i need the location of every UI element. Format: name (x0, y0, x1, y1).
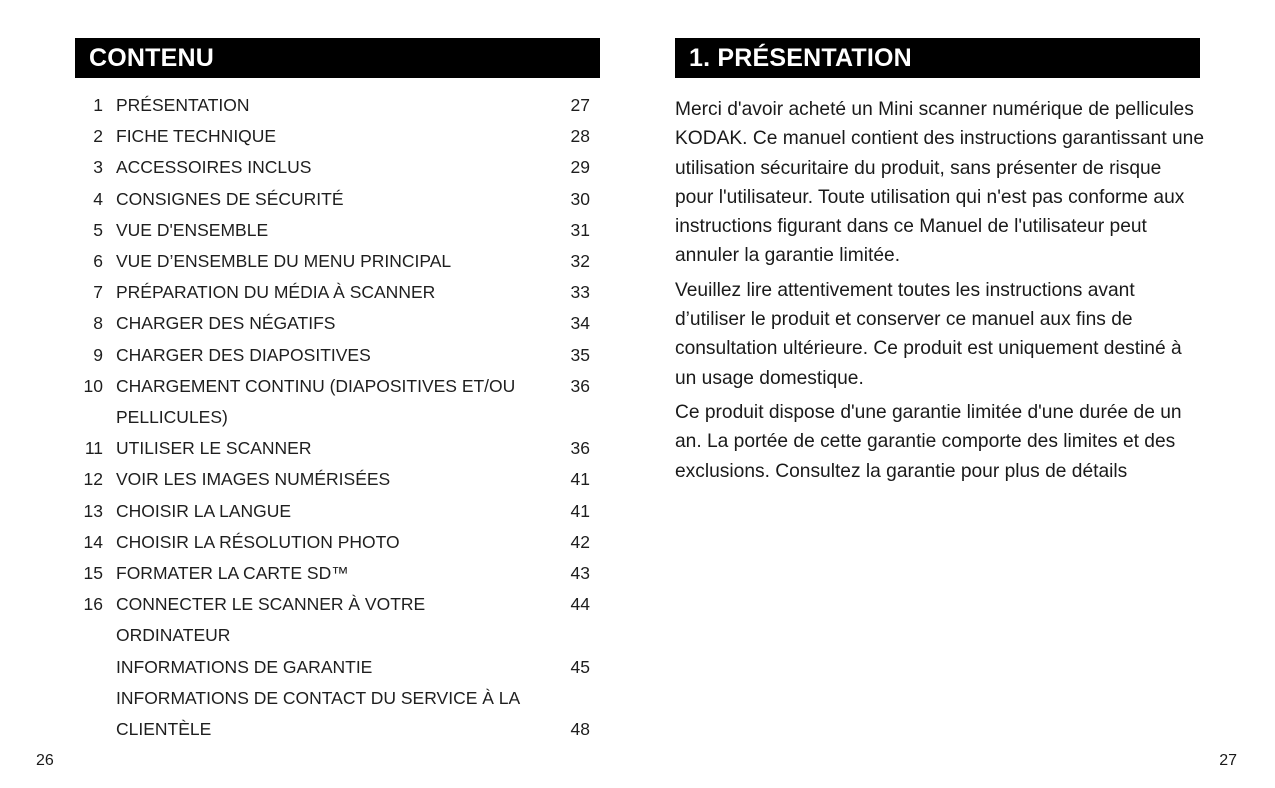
toc-entry-title: VUE D'ENSEMBLE (116, 219, 269, 240)
toc-entry[interactable] (75, 308, 600, 339)
toc-entry-page: 28 (570, 126, 590, 147)
right-page (637, 0, 1275, 788)
toc-entry-title: VOIR LES IMAGES NUMÉRISÉES (116, 469, 391, 490)
toc-entry-number: 7 (93, 282, 103, 303)
toc-entry-title: CONSIGNES DE SÉCURITÉ (116, 188, 344, 209)
toc-entry[interactable] (75, 152, 600, 183)
toc-entry[interactable] (75, 90, 600, 121)
toc-entry-page: 41 (570, 469, 590, 490)
page-number-right: 27 (1219, 752, 1237, 769)
toc-entry-title: VUE D’ENSEMBLE DU MENU PRINCIPAL (116, 251, 452, 272)
toc-entry-title: CHARGEMENT CONTINU (DIAPOSITIVES ET/OU PELLICULES) (116, 375, 516, 428)
toc-entry-number: 16 (83, 594, 103, 615)
toc-entry[interactable] (75, 371, 600, 433)
toc-entry-title: FORMATER LA CARTE SD™ (116, 563, 349, 584)
toc-entry-title: INFORMATIONS DE CONTACT DU SERVICE À LA CLIENTÈLE (116, 687, 520, 740)
body-paragraph: Merci d'avoir acheté un Mini scanner numérique de pellicules KODAK. Ce manuel contient des instructions garantissant une utilisation sécuritaire du produit, sans présenter de risque pour l'utilisateur. Toute utilisation qui n'est pas conforme aux instructions figurant dans ce Manuel de l'utilisateur peut annuler la garantie limitée. (675, 99, 1205, 267)
toc-entry-title: CONNECTER LE SCANNER À VOTRE ORDINATEUR (116, 594, 426, 646)
toc-entry-number: 6 (93, 251, 103, 272)
toc-entry-title: INFORMATIONS DE GARANTIE (116, 656, 373, 677)
toc-entry-title: ACCESSOIRES INCLUS (116, 157, 312, 178)
table-of-contents (75, 90, 600, 745)
toc-entry-page: 43 (570, 563, 590, 584)
toc-entry-page: 35 (570, 344, 590, 365)
toc-entry[interactable] (75, 277, 600, 308)
toc-entry-page: 48 (570, 719, 590, 740)
toc-entry[interactable] (75, 527, 600, 558)
toc-entry[interactable] (75, 246, 600, 277)
toc-entry-page: 36 (570, 375, 590, 396)
contents-heading: CONTENU (75, 38, 600, 78)
toc-entry[interactable] (75, 558, 600, 589)
body-paragraph: Veuillez lire attentivement toutes les instructions avant d’utiliser le produit et conserver ce manuel aux fins de consultation ultérieure. Ce produit est uniquement destiné à un usage domestique. (675, 279, 1182, 389)
toc-entry[interactable] (75, 184, 600, 215)
toc-entry-number: 15 (83, 563, 103, 584)
toc-entry-title: PRÉSENTATION (116, 95, 250, 115)
toc-entry-page: 42 (570, 531, 590, 552)
toc-entry-number: 8 (93, 313, 103, 334)
toc-entry-page: 34 (570, 313, 590, 334)
toc-entry-page: 31 (570, 219, 590, 240)
toc-entry[interactable] (75, 340, 600, 371)
toc-entry-number: 14 (83, 531, 103, 552)
presentation-body (675, 95, 1205, 491)
toc-entry-number: 1 (93, 95, 103, 115)
toc-entry-page: 33 (570, 282, 590, 303)
toc-entry-number: 12 (83, 469, 103, 490)
toc-entry[interactable] (75, 683, 600, 745)
toc-entry[interactable] (75, 652, 600, 683)
toc-entry[interactable] (75, 215, 600, 246)
toc-entry-title: FICHE TECHNIQUE (116, 126, 277, 147)
toc-entry-title: CHARGER DES DIAPOSITIVES (116, 344, 371, 365)
toc-entry[interactable] (75, 496, 600, 527)
toc-entry-title: CHOISIR LA LANGUE (116, 500, 292, 521)
toc-entry-page: 27 (570, 95, 590, 115)
toc-entry-number: 2 (93, 126, 103, 147)
toc-entry-number: 5 (93, 219, 103, 240)
left-page (0, 0, 637, 788)
presentation-heading: 1. PRÉSENTATION (675, 38, 1200, 78)
toc-entry-page: 29 (570, 157, 590, 178)
page-number-left: 26 (36, 752, 54, 769)
toc-entry[interactable] (75, 589, 600, 651)
toc-entry-number: 3 (93, 157, 103, 178)
toc-entry-page: 30 (570, 188, 590, 209)
toc-entry-title: CHOISIR LA RÉSOLUTION PHOTO (116, 531, 400, 552)
toc-entry-title: CHARGER DES NÉGATIFS (116, 313, 336, 334)
toc-entry-page: 41 (570, 500, 590, 521)
toc-entry-number: 9 (93, 344, 103, 365)
toc-entry-title: UTILISER LE SCANNER (116, 438, 312, 459)
toc-entry-page: 32 (570, 251, 590, 272)
toc-entry[interactable] (75, 121, 600, 152)
toc-entry[interactable] (75, 464, 600, 495)
toc-entry-number: 11 (84, 438, 103, 459)
toc-entry-number: 10 (83, 375, 103, 396)
toc-entry-number: 13 (83, 500, 103, 521)
toc-entry-title: PRÉPARATION DU MÉDIA À SCANNER (116, 282, 436, 303)
body-paragraph: Ce produit dispose d'une garantie limitée d'une durée de un an. La portée de cette garantie comporte des limites et des exclusions. Consultez la garantie pour plus de détails (675, 401, 1182, 482)
toc-entry-page: 36 (570, 438, 590, 459)
toc-entry-number: 4 (93, 188, 103, 209)
toc-entry-page: 45 (570, 656, 590, 677)
toc-entry[interactable] (75, 433, 600, 464)
toc-entry-page: 44 (570, 594, 590, 615)
